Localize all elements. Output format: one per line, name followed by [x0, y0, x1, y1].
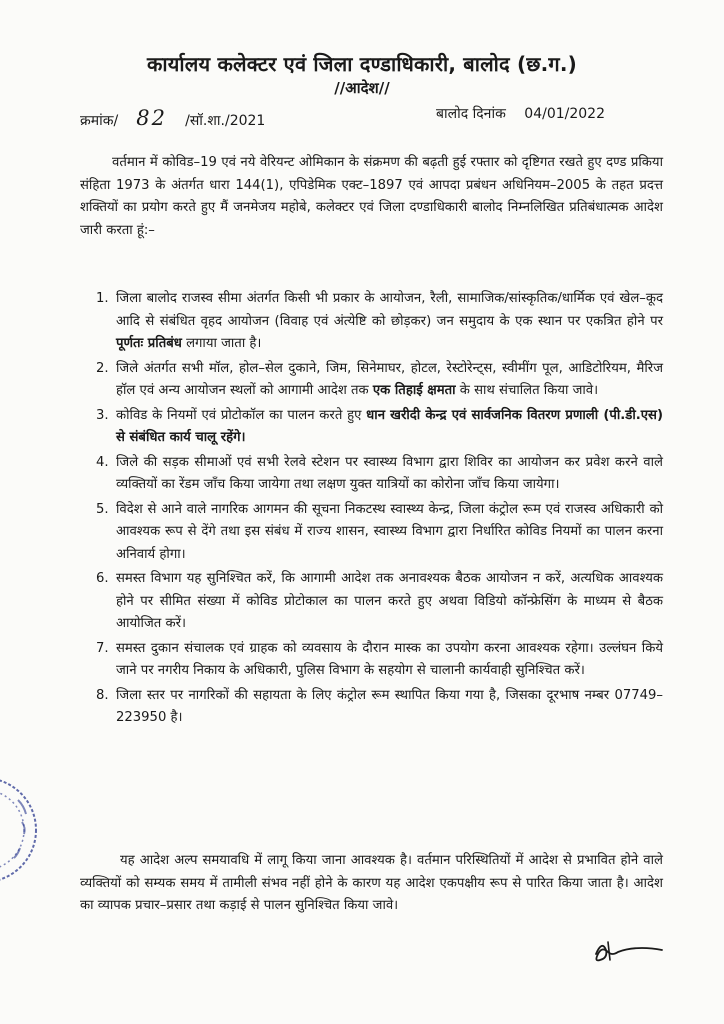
date-line — [436, 104, 605, 123]
order-items-list — [96, 288, 663, 732]
item-number: 7. — [96, 640, 109, 656]
list-item — [96, 638, 663, 683]
item-text: कोविड के नियमों एवं प्रोटोकॉल का पालन करते हुए — [116, 407, 367, 423]
item-number: 1. — [96, 291, 109, 306]
reference-line — [80, 106, 265, 130]
date-value: 04/01/2022 — [524, 106, 605, 122]
intro-paragraph: वर्तमान में कोविड–19 एवं नये वेरियन्ट ओमिकान के संक्रमण की बढ़ती हुई रफ्तार को दृष्टिगत रखते हुए दण्ड प्रकिया संहिता 1973 के अंतर्गत धारा 144(1), एपिडेमिक एक्ट–1897 एवं आपदा प्रबंधन अधिनियम–2005 के तहत प्रदत्त शक्तियों का प्रयोग करते हुए मैं जनमेजय महोबे, कलेक्टर एवं जिला दण्डाधिकारी बालोद निम्नलिखित प्रतिबंधात्मक आदेश जारी करता हूं:– — [80, 155, 663, 238]
list-item — [96, 568, 663, 636]
office-seal-icon — [0, 770, 48, 890]
list-item — [96, 685, 663, 730]
item-number: 8. — [96, 687, 109, 703]
list-item — [96, 452, 663, 497]
reference-number: 82 — [136, 106, 168, 130]
office-title: कार्यालय कलेक्टर एवं जिला दण्डाधिकारी, बालोद (छ.ग.) — [147, 52, 577, 76]
item-text: विदेश से आने वाले नागरिक आगमन की सूचना निकटस्थ स्वास्थ्य केन्द्र, जिला कंट्रोल रूम एवं राजस्व अधिकारी को आवश्यक रूप से देंगे तथा इस संबंध में राज्य शासन, स्वास्थ्य विभाग द्वारा निर्धारित कोविड नियमों का पालन करना अनिवार्य होगा। — [116, 501, 663, 562]
item-text: समस्त विभाग यह सुनिश्चित करें, कि आगामी आदेश तक अनावश्यक बैठक आयोजन न करें, अत्यधिक आवश्यक होने पर सीमित संख्या में कोविड प्रोटोकाल का पालन करते हुए अथवा विडियो कॉन्फ्रेसिंग के माध्यम से बैठक आयोजित करें। — [116, 571, 663, 631]
item-text-after: के साथ संचालित किया जावे। — [455, 383, 599, 398]
list-item — [96, 288, 663, 356]
list-item — [96, 358, 663, 403]
signature-icon — [588, 932, 668, 972]
item-number: 6. — [96, 571, 109, 586]
item-bold-text: एक तिहाई क्षमता — [372, 383, 456, 398]
item-bold-text: धान खरीदी केन्द्र एवं सार्वजनिक वितरण प्रणाली (पी.डी.एस) से संबंधित कार्य चालू रहेंगे। — [116, 407, 663, 445]
reference-prefix: क्रमांक/ — [80, 113, 119, 129]
item-bold-text: पूर्णतः प्रतिबंध — [116, 336, 182, 351]
item-number: 3. — [96, 407, 109, 423]
item-number: 2. — [96, 360, 109, 376]
item-text: समस्त दुकान संचालक एवं ग्राहक को व्यवसाय के दौरान मास्क का उपयोग करना आवश्यक रहेगा। उल्लंघन किये जाने पर नगरीय निकाय के अधिकारी, पुलिस विभाग के सहयोग से चालानी कार्यवाही सुनिश्चित करें। — [116, 640, 663, 678]
closing-paragraph: यह आदेश अल्प समयावधि में लागू किया जाना आवश्यक है। वर्तमान परिस्थितियों में आदेश से प्रभावित होने वाले व्यक्तियों को सम्यक समय में तामीली संभव नहीं होने के कारण यह आदेश एकपक्षीय रूप से पारित किया जाता है। आदेश का व्यापक प्रचार–प्रसार तथा कड़ाई से पालन सुनिश्चित किया जावे। — [80, 853, 663, 913]
item-text-after: लगाया जाता है। — [181, 336, 262, 351]
item-number: 4. — [96, 454, 109, 470]
list-item — [96, 405, 663, 450]
date-label: बालोद दिनांक — [436, 106, 506, 122]
list-item — [96, 499, 663, 567]
order-heading: //आदेश// — [334, 79, 390, 97]
reference-suffix: /सॉ.शा./2021 — [185, 113, 266, 129]
item-text: जिला बालोद राजस्व सीमा अंतर्गत किसी भी प्रकार के आयोजन, रैली, सामाजिक/सांस्कृतिक/धार्मिक एवं खेल–कूद आदि से संबंधित वृहद आयोजन (विवाह एवं अंत्येष्टि को छोड़कर) जन समुदाय के एक स्थान पर एकत्रित होने पर — [116, 291, 663, 329]
item-text: जिला स्तर पर नागरिकों की सहायता के लिए कंट्रोल रूम स्थापित किया गया है, जिसका दूरभाष नम्बर 07749–223950 है। — [116, 687, 663, 725]
item-number: 5. — [96, 501, 109, 517]
item-text: जिले अंतर्गत सभी मॉल, होल–सेल दुकाने, जिम, सिनेमाघर, होटल, रेस्टोरेन्ट्स, स्वीमींग पूल, आडिटोरियम, मैरिज हॉल एवं अन्य आयोजन स्थलों को आगामी आदेश तक — [116, 360, 663, 398]
item-text: जिले की सड़क सीमाओं एवं सभी रेलवे स्टेशन पर स्वास्थ्य विभाग द्वारा शिविर का आयोजन कर प्रवेश करने वाले व्यक्तियों का रेंडम जाँच किया जायेगा तथा लक्षण युक्त यात्रियों का कोरोना जाँच किया जायेगा। — [116, 454, 663, 492]
